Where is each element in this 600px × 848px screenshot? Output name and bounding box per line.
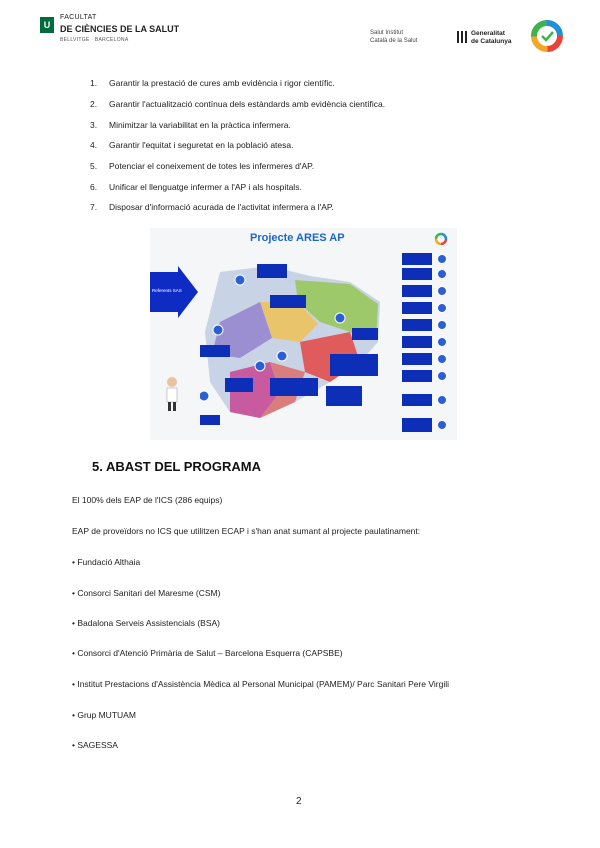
- right-box: [402, 370, 432, 382]
- scope-paragraph-1: El 100% dels EAP de l'ICS (286 equips): [72, 495, 223, 505]
- objective-number: 1.: [90, 78, 98, 89]
- objective-item: [90, 114, 560, 135]
- referents-label: Referents SAS: [152, 288, 182, 293]
- figure-corner-label: [200, 415, 220, 425]
- objective-number: 5.: [90, 161, 98, 172]
- objective-number: 6.: [90, 181, 98, 192]
- right-dot: [437, 320, 447, 330]
- scope-paragraph-2: EAP de proveïdors no ICS que utilitzen ECAP i s'han anat sumant al projecte paulatinament:: [72, 526, 421, 536]
- right-dot: [437, 354, 447, 364]
- page-number: 2: [296, 796, 302, 807]
- right-dot: [437, 269, 447, 279]
- right-dot: [437, 395, 447, 405]
- objective-text: Minimitzar la variabilitat en la pràctica infermera.: [109, 119, 291, 130]
- faculty-name-line2: DE CIÈNCIES DE LA SALUT: [60, 24, 180, 34]
- provider-bullet: • SAGESSA: [72, 740, 118, 750]
- faculty-name-line1: FACULTAT: [60, 14, 97, 21]
- map-callout: [352, 328, 378, 340]
- objective-text: Garantir l'actualització contínua dels estàndards amb evidència científica.: [109, 99, 386, 110]
- right-dot: [437, 371, 447, 381]
- ics-line2: Català de la Salut: [370, 38, 418, 44]
- faculty-name-line3: BELLVITGE · BARCELONA: [60, 37, 129, 43]
- university-logo: U: [40, 17, 54, 33]
- right-dot: [437, 286, 447, 296]
- right-dot: [437, 420, 447, 430]
- right-box: [402, 353, 432, 365]
- provider-bullet: • Badalona Serveis Assistencials (BSA): [72, 618, 221, 628]
- generalitat-emblem-icon: [457, 31, 467, 43]
- ics-line1: Salut Institut: [370, 30, 404, 36]
- objective-item: [90, 197, 560, 218]
- objective-item: [90, 135, 560, 156]
- objective-item: [90, 73, 560, 94]
- objective-item: [90, 156, 560, 177]
- provider-bullet: • Fundació Althaia: [72, 557, 141, 567]
- objective-item: [90, 94, 560, 115]
- section-heading: 5. ABAST DEL PROGRAMA: [92, 459, 262, 474]
- gen-line2: de Catalunya: [471, 38, 512, 45]
- objective-number: 2.: [90, 99, 98, 110]
- right-box: [402, 394, 432, 406]
- objective-text: Garantir la prestació de cures amb evidència i rigor científic.: [109, 78, 335, 89]
- right-box: [402, 253, 432, 265]
- person-figure-icon: [164, 376, 180, 412]
- provider-bullet: • Consorci d'Atenció Primària de Salut – Barcelona Esquerra (CAPSBE): [72, 648, 343, 658]
- right-dot: [437, 337, 447, 347]
- provider-bullet: • Consorci Sanitari del Maresme (CSM): [72, 588, 221, 598]
- objective-number: 7.: [90, 202, 98, 213]
- objective-text: Disposar d'informació acurada de l'activitat infermera a l'AP.: [109, 202, 334, 213]
- objective-text: Garantir l'equitat i seguretat en la població atesa.: [109, 140, 294, 151]
- map-callout: [225, 378, 253, 392]
- map-callout: [200, 345, 230, 357]
- objective-text: Potenciar el coneixement de totes les infermeres d'AP.: [109, 161, 315, 172]
- objective-text: Unificar el llenguatge infermer a l'AP i als hospitals.: [109, 181, 302, 192]
- right-box: [402, 285, 432, 297]
- map-callout: [257, 264, 287, 278]
- map-callout: [330, 354, 378, 376]
- objective-number: 3.: [90, 119, 98, 130]
- provider-bullet: • Institut Prestacions d'Assistència Mèdica al Personal Municipal (PAMEM)/ Parc Sanitari Pere Virgili: [72, 679, 450, 689]
- figure-ring-icon: [434, 232, 448, 246]
- right-box: [402, 336, 432, 348]
- ics-logo-text: [370, 29, 417, 45]
- right-box: [402, 268, 432, 280]
- objective-item: [90, 176, 560, 197]
- objective-number: 4.: [90, 140, 98, 151]
- figure-title: Projecte ARES AP: [250, 232, 345, 244]
- provider-bullet: • Grup MUTUAM: [72, 710, 136, 720]
- map-callout: [270, 378, 318, 396]
- gen-line1: Generalitat: [471, 30, 505, 37]
- right-dot: [437, 254, 447, 264]
- map-callout: [326, 386, 362, 406]
- right-box: [402, 418, 432, 432]
- generalitat-logo-text: [471, 30, 511, 46]
- project-ring-logo-icon: [530, 19, 564, 53]
- map-callout: [270, 295, 306, 308]
- right-box: [402, 319, 432, 331]
- right-box: [402, 302, 432, 314]
- right-dot: [437, 303, 447, 313]
- objectives-list: [90, 73, 560, 218]
